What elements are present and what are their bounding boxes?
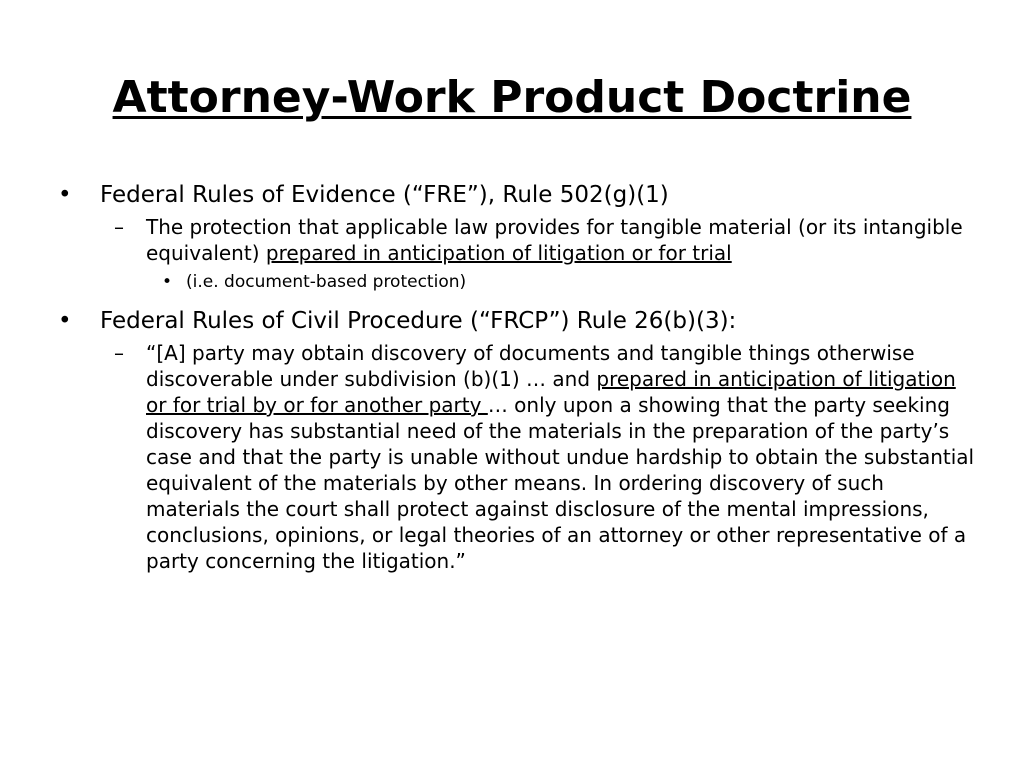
bullet-fre-text: Federal Rules of Evidence (“FRE”), Rule 502(g)(1)	[100, 182, 669, 208]
bullet-frcp	[58, 306, 978, 336]
sub-bullet-fre-protection	[58, 214, 978, 266]
fre-protection-underlined: prepared in anticipation of litigation or for trial	[265, 241, 732, 265]
bullet-fre	[58, 180, 978, 210]
bullet-dot-icon: •	[162, 272, 173, 292]
slide-title: Attorney-Work Product Doctrine	[112, 72, 912, 123]
dash-icon: –	[114, 215, 124, 239]
document-based-text: (i.e. document-based protection)	[186, 272, 467, 292]
frcp-quote-after: … only upon a showing that the party seeking discovery has substantial need of the materials in the preparation of the party’s case and that the party is unable without undue hardship to obtain the substantial equivalent of the materials by other means. In ordering discovery of such materials the court shall protect against disclosure of the mental impressions, conclusions, opinions, or legal theories of an attorney or other representative of a party concerning the litigation.”	[146, 393, 975, 573]
bullet-frcp-text: Federal Rules of Civil Procedure (“FRCP”) Rule 26(b)(3):	[100, 308, 737, 334]
slide-body	[58, 180, 978, 578]
frcp-quote-underlined: prepared in anticipation of litigation or for trial by or for another party	[146, 367, 956, 417]
sub-bullet-frcp-quote	[58, 340, 978, 574]
bullet-dot-icon: •	[58, 308, 72, 334]
frcp-quote-before: “[A] party may obtain discovery of documents and tangible things otherwise discoverable under subdivision (b)(1) … and	[146, 341, 915, 391]
dash-icon: –	[114, 341, 124, 365]
bullet-dot-icon: •	[58, 182, 72, 208]
fre-protection-text: The protection that applicable law provides for tangible material (or its intangible equivalent)	[146, 215, 963, 265]
subsub-bullet-document-based	[58, 270, 978, 294]
